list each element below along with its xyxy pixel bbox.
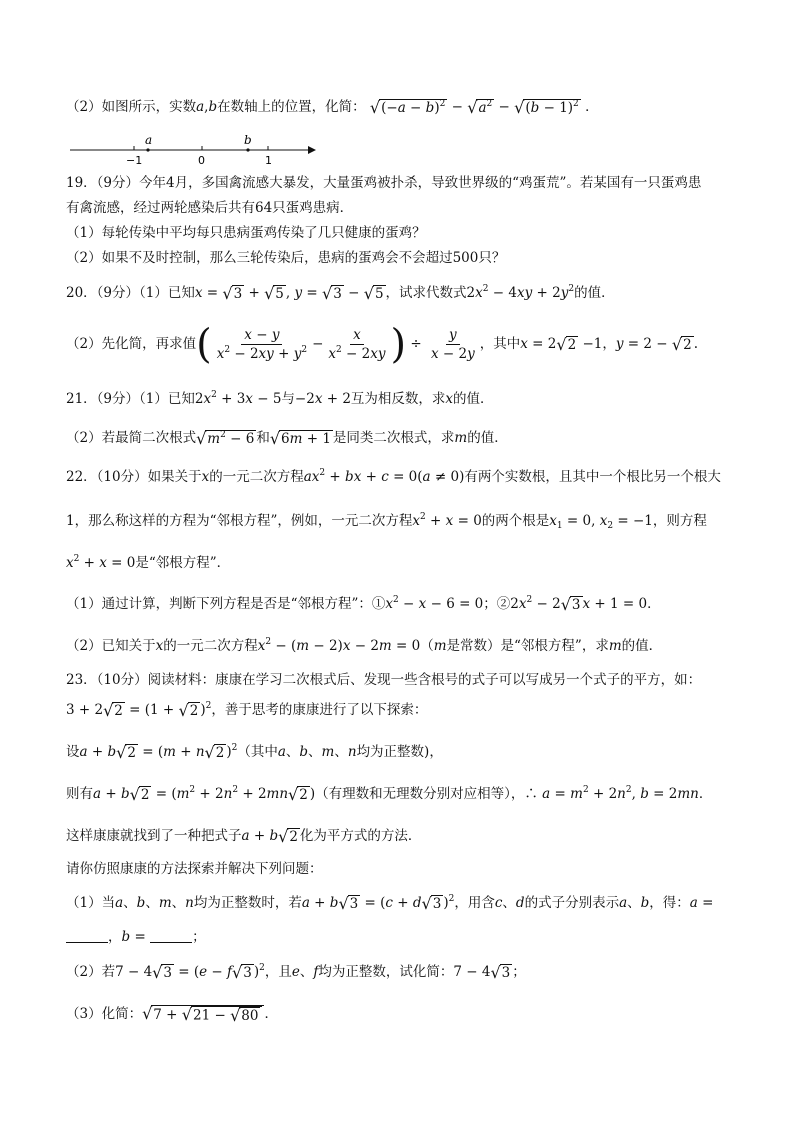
- q23-line6: 请你仿照康康的方法探索并解决下列问题：: [66, 861, 323, 877]
- tick-neg1: −1: [126, 154, 143, 165]
- q23-line3: 设a + b √ 2 = (m + n √ 2 )$^2$（其中a、b、m、n均为正整数)，: [66, 742, 443, 762]
- q20-part1: 20．（9分）（1）已知x = √ 3 + √ 5 , y = √ 3 − √ 5 ，试求代数式$2x^2 - 4xy + 2y^2$的值．: [66, 283, 615, 303]
- q22-line3: $x^2 + x = 0$是“邻根方程”．: [66, 554, 231, 571]
- tick-1: 1: [265, 154, 272, 165]
- q23-sub2: （2）若7 − 4 √ 3 = (e − f √ 3 )$^2$，且e、f均为正整数，试化简：7 − 4 √ 3 ；: [66, 962, 526, 982]
- label-b: b: [244, 133, 252, 147]
- q23-sub1-line2: ，b = ；: [66, 927, 206, 947]
- label-a: a: [145, 133, 153, 147]
- q19-sub2: （2）如果不及时控制，那么三轮传染后，患病的蛋鸡会不会超过500只？: [66, 250, 506, 266]
- answer-blank-a[interactable]: [66, 928, 108, 943]
- q23-sub1: （1）当a、b、m、n均为正整数时，若a + b √ 3 = (c + d √ 3 )$^2$，用含c、d的式子分别表示a、b，得：a =: [66, 893, 714, 913]
- sqrt-expr-1: √ $(-a - b)^2$: [369, 97, 446, 117]
- q19-line1: 19．（9分）今年4月，多国禽流感大暴发，大量蛋鸡被扑杀，导致世界级的“鸡蛋荒”。若某国有一只蛋鸡患: [66, 175, 702, 191]
- sqrt-expr-2: √ $a^2$: [467, 97, 493, 117]
- q22-line1: 22．（10分）如果关于x的一元二次方程$ax^2$ + bx + c = 0(a ≠ 0)有两个实数根，且其中一个根比另一个根大: [66, 468, 721, 485]
- q23-line1: 23．（10分）阅读材料：康康在学习二次根式后、发现一些含根号的式子可以写成另一个式子的平方，如：: [66, 672, 702, 688]
- q20-part2: （2）先化简，再求值( $\frac{x - y}{x^2 - 2xy + y^2}$ − $\frac{x}{x^2 - 2xy}$ ) ÷ $\frac{y}{x - 2y}$ ，其中x = 2 √ 2 −1，y = 2 − √ 2 .: [66, 321, 698, 368]
- q21-part2: （2）若最简二次根式 √ $m^2 - 6$ 和 √ 6m + 1 是同类二次根式，求m的值．: [66, 428, 508, 448]
- tick-0: 0: [198, 154, 205, 165]
- sqrt-expr-3: √ $(b - 1)^2$: [514, 97, 579, 117]
- q19-sub1: （1）每轮传染中平均每只患病蛋鸡传染了几只健康的蛋鸡？: [66, 225, 426, 241]
- q18-part2: （2）如图所示，实数a,b在数轴上的位置，化简： √ $(-a - b)^2$ − √ $a^2$ − √ $(b - 1)^2$ ．: [66, 97, 599, 117]
- q23-line5: 这样康康就找到了一种把式子a + b √ 2 化为平方式的方法．: [66, 826, 422, 846]
- q21-part1: 21．（9分）（1）已知$2x^2 + 3x - 5$与−2x + 2互为相反数，求x的值．: [66, 390, 494, 407]
- q22-line2: 1，那么称这样的方程为“邻根方程”，例如，一元二次方程$x^2 + x = 0$的两个根是$x_1 = 0$, $x_2 = -1$，则方程: [66, 512, 707, 531]
- q22-sub2: （2）已知关于x的一元二次方程$x^2 - (m - 2)x - 2m = 0(m$是常数）是“邻根方程”，求m的值．: [66, 637, 663, 654]
- q22-sub1: （1）通过计算，判断下列方程是否是“邻根方程”：$①x^2 - x - 6 = 0$；$②2x^2 - 2$ √ 3 x + 1 = 0．: [66, 594, 661, 614]
- q19-line2: 有禽流感，经过两轮感染后共有64只蛋鸡患病．: [66, 200, 354, 216]
- q23-sub3: （3）化简： √ 7 + √ 21 − √ 80 ．: [66, 1003, 278, 1025]
- number-line: [68, 133, 318, 169]
- answer-blank-b[interactable]: [150, 928, 192, 943]
- q23-line2: 3 + 2 √ 2 = (1 + √ 2 )$^2$，善于思考的康康进行了以下探索：: [66, 700, 428, 720]
- q23-line4: 则有a + b √ 2 = ($m^2 + 2n^2 + 2mn$ √ 2 )（有理数和无理数分别对应相等），∴ $a = m^2 + 2n^2$, b = 2mn．: [66, 784, 713, 804]
